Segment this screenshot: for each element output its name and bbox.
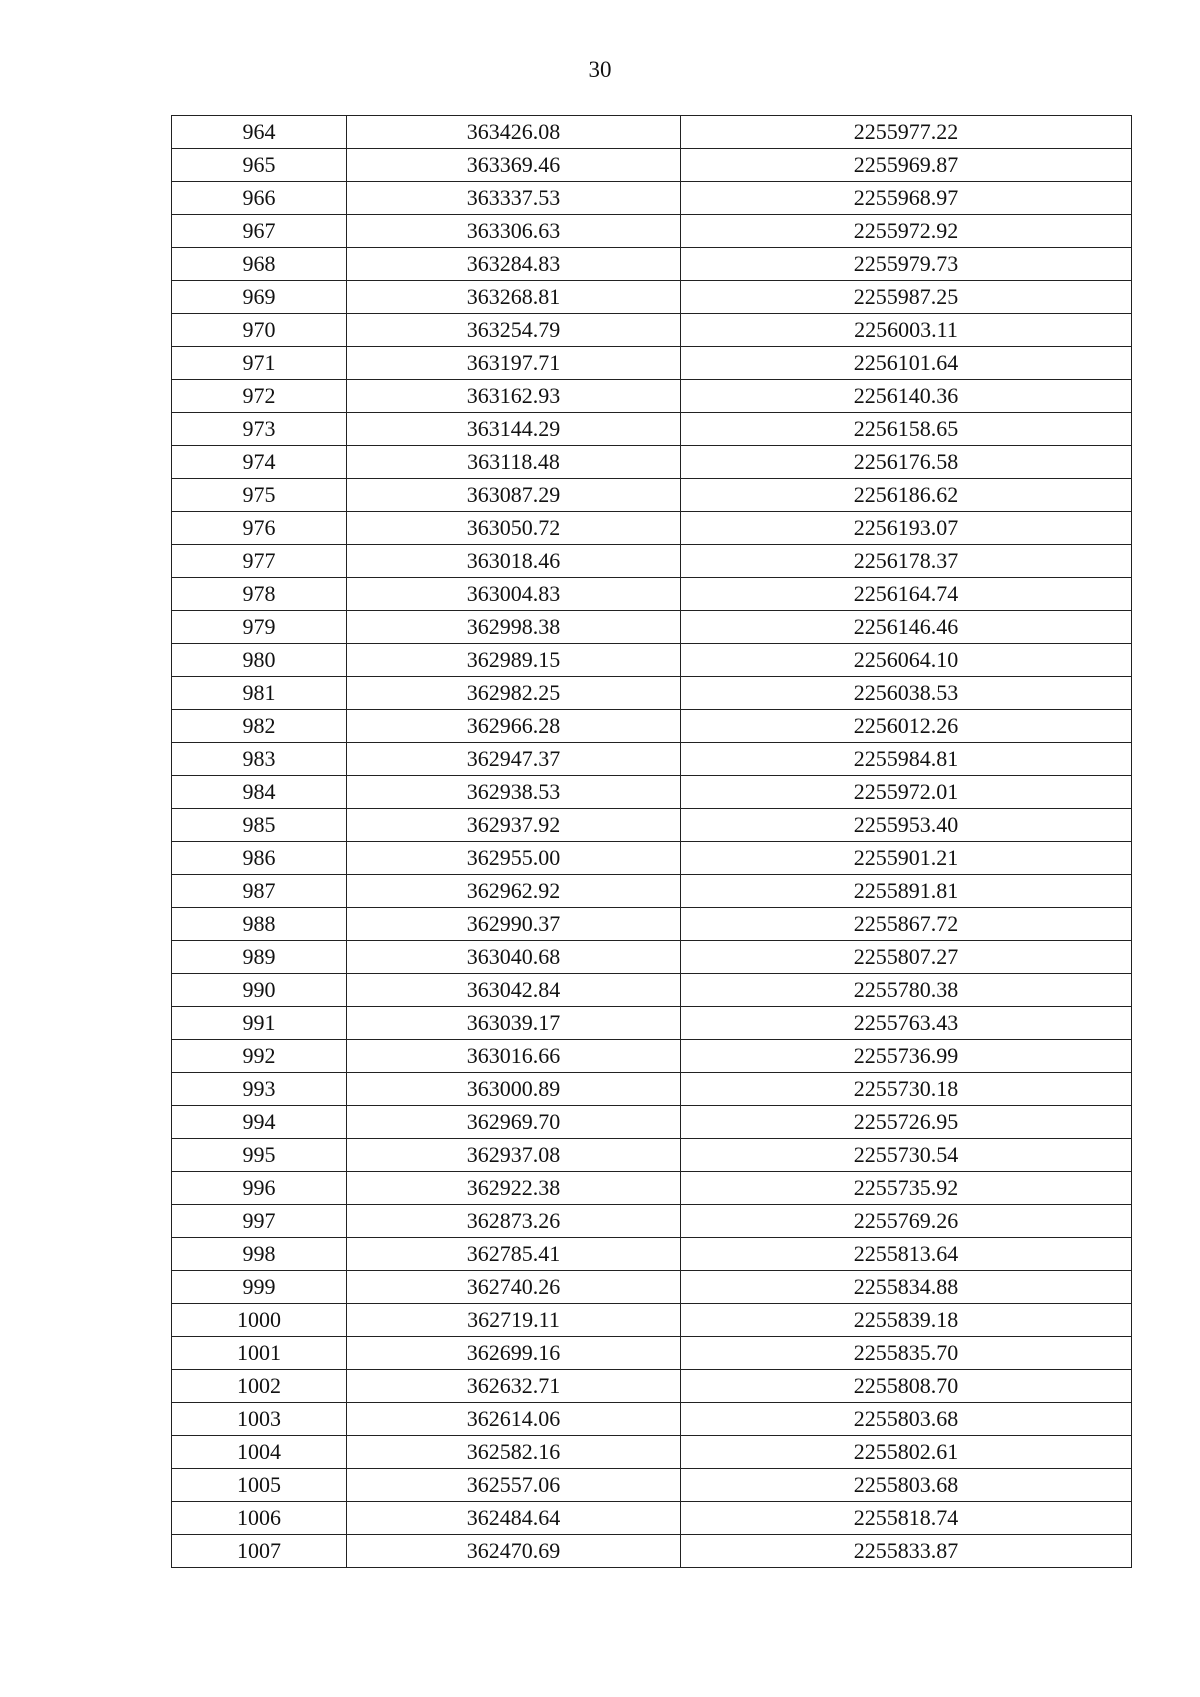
table-row [172,809,1132,842]
table-body [172,116,1132,1568]
x-coordinate-cell: 362937.08 [347,1139,681,1172]
point-number-cell: 985 [172,809,347,842]
point-number-cell: 1001 [172,1337,347,1370]
table-row [172,677,1132,710]
x-coordinate-cell: 362557.06 [347,1469,681,1502]
x-coordinate-cell: 363050.72 [347,512,681,545]
point-number-cell: 1007 [172,1535,347,1568]
x-coordinate-cell: 362938.53 [347,776,681,809]
y-coordinate-cell: 2255834.88 [681,1271,1132,1304]
table-row [172,149,1132,182]
y-coordinate-cell: 2255736.99 [681,1040,1132,1073]
y-coordinate-cell: 2255867.72 [681,908,1132,941]
y-coordinate-cell: 2256064.10 [681,644,1132,677]
table-row [172,248,1132,281]
y-coordinate-cell: 2256038.53 [681,677,1132,710]
y-coordinate-cell: 2256186.62 [681,479,1132,512]
y-coordinate-cell: 2256178.37 [681,545,1132,578]
point-number-cell: 965 [172,149,347,182]
table-row [172,413,1132,446]
x-coordinate-cell: 362989.15 [347,644,681,677]
point-number-cell: 1002 [172,1370,347,1403]
table-row [172,842,1132,875]
coordinate-table [171,115,1132,1568]
table-row [172,512,1132,545]
point-number-cell: 992 [172,1040,347,1073]
y-coordinate-cell: 2256012.26 [681,710,1132,743]
table-row [172,908,1132,941]
table-row [172,875,1132,908]
point-number-cell: 964 [172,116,347,149]
x-coordinate-cell: 362614.06 [347,1403,681,1436]
table-row [172,644,1132,677]
point-number-cell: 1003 [172,1403,347,1436]
point-number-cell: 969 [172,281,347,314]
x-coordinate-cell: 363426.08 [347,116,681,149]
x-coordinate-cell: 362955.00 [347,842,681,875]
y-coordinate-cell: 2255835.70 [681,1337,1132,1370]
x-coordinate-cell: 363268.81 [347,281,681,314]
table-row [172,347,1132,380]
x-coordinate-cell: 363087.29 [347,479,681,512]
point-number-cell: 986 [172,842,347,875]
x-coordinate-cell: 363118.48 [347,446,681,479]
x-coordinate-cell: 362998.38 [347,611,681,644]
y-coordinate-cell: 2255839.18 [681,1304,1132,1337]
y-coordinate-cell: 2255969.87 [681,149,1132,182]
table-row [172,1205,1132,1238]
point-number-cell: 981 [172,677,347,710]
point-number-cell: 1004 [172,1436,347,1469]
x-coordinate-cell: 363144.29 [347,413,681,446]
y-coordinate-cell: 2255807.27 [681,941,1132,974]
point-number-cell: 984 [172,776,347,809]
table-row [172,1403,1132,1436]
table-row [172,380,1132,413]
x-coordinate-cell: 362582.16 [347,1436,681,1469]
y-coordinate-cell: 2255833.87 [681,1535,1132,1568]
y-coordinate-cell: 2255953.40 [681,809,1132,842]
point-number-cell: 974 [172,446,347,479]
y-coordinate-cell: 2255901.21 [681,842,1132,875]
point-number-cell: 980 [172,644,347,677]
y-coordinate-cell: 2256176.58 [681,446,1132,479]
y-coordinate-cell: 2256146.46 [681,611,1132,644]
y-coordinate-cell: 2255780.38 [681,974,1132,1007]
table-row [172,116,1132,149]
point-number-cell: 979 [172,611,347,644]
table-row [172,776,1132,809]
y-coordinate-cell: 2255818.74 [681,1502,1132,1535]
x-coordinate-cell: 363000.89 [347,1073,681,1106]
table-row [172,743,1132,776]
point-number-cell: 966 [172,182,347,215]
table-row [172,1271,1132,1304]
point-number-cell: 967 [172,215,347,248]
y-coordinate-cell: 2255769.26 [681,1205,1132,1238]
table-row [172,1007,1132,1040]
x-coordinate-cell: 363284.83 [347,248,681,281]
y-coordinate-cell: 2255803.68 [681,1403,1132,1436]
point-number-cell: 993 [172,1073,347,1106]
x-coordinate-cell: 362990.37 [347,908,681,941]
y-coordinate-cell: 2255802.61 [681,1436,1132,1469]
table-row [172,710,1132,743]
table-row [172,215,1132,248]
y-coordinate-cell: 2255803.68 [681,1469,1132,1502]
table-row [172,182,1132,215]
table-row [172,1139,1132,1172]
point-number-cell: 995 [172,1139,347,1172]
y-coordinate-cell: 2255730.18 [681,1073,1132,1106]
table-row [172,578,1132,611]
y-coordinate-cell: 2255977.22 [681,116,1132,149]
x-coordinate-cell: 362873.26 [347,1205,681,1238]
point-number-cell: 996 [172,1172,347,1205]
point-number-cell: 994 [172,1106,347,1139]
y-coordinate-cell: 2255735.92 [681,1172,1132,1205]
x-coordinate-cell: 362962.92 [347,875,681,908]
table-row [172,1535,1132,1568]
x-coordinate-cell: 363042.84 [347,974,681,1007]
point-number-cell: 999 [172,1271,347,1304]
y-coordinate-cell: 2256101.64 [681,347,1132,380]
table-row [172,941,1132,974]
point-number-cell: 977 [172,545,347,578]
y-coordinate-cell: 2255984.81 [681,743,1132,776]
x-coordinate-cell: 362632.71 [347,1370,681,1403]
x-coordinate-cell: 363040.68 [347,941,681,974]
point-number-cell: 988 [172,908,347,941]
table-row [172,446,1132,479]
table-row [172,1172,1132,1205]
y-coordinate-cell: 2256193.07 [681,512,1132,545]
table-row [172,1436,1132,1469]
x-coordinate-cell: 363254.79 [347,314,681,347]
point-number-cell: 983 [172,743,347,776]
point-number-cell: 982 [172,710,347,743]
table-row [172,314,1132,347]
x-coordinate-cell: 363162.93 [347,380,681,413]
table-row [172,1502,1132,1535]
y-coordinate-cell: 2255891.81 [681,875,1132,908]
x-coordinate-cell: 363039.17 [347,1007,681,1040]
point-number-cell: 1005 [172,1469,347,1502]
table-row [172,1469,1132,1502]
x-coordinate-cell: 363004.83 [347,578,681,611]
x-coordinate-cell: 363369.46 [347,149,681,182]
x-coordinate-cell: 362969.70 [347,1106,681,1139]
x-coordinate-cell: 363016.66 [347,1040,681,1073]
x-coordinate-cell: 363337.53 [347,182,681,215]
y-coordinate-cell: 2256158.65 [681,413,1132,446]
table-row [172,1304,1132,1337]
x-coordinate-cell: 362982.25 [347,677,681,710]
x-coordinate-cell: 363197.71 [347,347,681,380]
y-coordinate-cell: 2255968.97 [681,182,1132,215]
point-number-cell: 991 [172,1007,347,1040]
table-row [172,1106,1132,1139]
y-coordinate-cell: 2255726.95 [681,1106,1132,1139]
x-coordinate-cell: 362937.92 [347,809,681,842]
point-number-cell: 998 [172,1238,347,1271]
x-coordinate-cell: 363018.46 [347,545,681,578]
table-row [172,1073,1132,1106]
x-coordinate-cell: 362719.11 [347,1304,681,1337]
table-row [172,1040,1132,1073]
y-coordinate-cell: 2255979.73 [681,248,1132,281]
point-number-cell: 972 [172,380,347,413]
point-number-cell: 971 [172,347,347,380]
x-coordinate-cell: 362785.41 [347,1238,681,1271]
x-coordinate-cell: 362922.38 [347,1172,681,1205]
x-coordinate-cell: 362484.64 [347,1502,681,1535]
y-coordinate-cell: 2255730.54 [681,1139,1132,1172]
point-number-cell: 973 [172,413,347,446]
y-coordinate-cell: 2256164.74 [681,578,1132,611]
table-row [172,1238,1132,1271]
point-number-cell: 987 [172,875,347,908]
x-coordinate-cell: 362740.26 [347,1271,681,1304]
point-number-cell: 1006 [172,1502,347,1535]
y-coordinate-cell: 2256003.11 [681,314,1132,347]
y-coordinate-cell: 2255972.92 [681,215,1132,248]
page-number: 30 [588,57,612,82]
point-number-cell: 978 [172,578,347,611]
y-coordinate-cell: 2255972.01 [681,776,1132,809]
x-coordinate-cell: 362470.69 [347,1535,681,1568]
point-number-cell: 1000 [172,1304,347,1337]
x-coordinate-cell: 363306.63 [347,215,681,248]
table-row [172,545,1132,578]
y-coordinate-cell: 2256140.36 [681,380,1132,413]
point-number-cell: 968 [172,248,347,281]
table-row [172,281,1132,314]
point-number-cell: 970 [172,314,347,347]
point-number-cell: 989 [172,941,347,974]
y-coordinate-cell: 2255763.43 [681,1007,1132,1040]
y-coordinate-cell: 2255808.70 [681,1370,1132,1403]
x-coordinate-cell: 362699.16 [347,1337,681,1370]
point-number-cell: 976 [172,512,347,545]
x-coordinate-cell: 362966.28 [347,710,681,743]
table-row [172,479,1132,512]
y-coordinate-cell: 2255987.25 [681,281,1132,314]
table-row [172,1370,1132,1403]
point-number-cell: 975 [172,479,347,512]
table-row [172,611,1132,644]
x-coordinate-cell: 362947.37 [347,743,681,776]
y-coordinate-cell: 2255813.64 [681,1238,1132,1271]
table-row [172,1337,1132,1370]
point-number-cell: 990 [172,974,347,1007]
point-number-cell: 997 [172,1205,347,1238]
table-row [172,974,1132,1007]
